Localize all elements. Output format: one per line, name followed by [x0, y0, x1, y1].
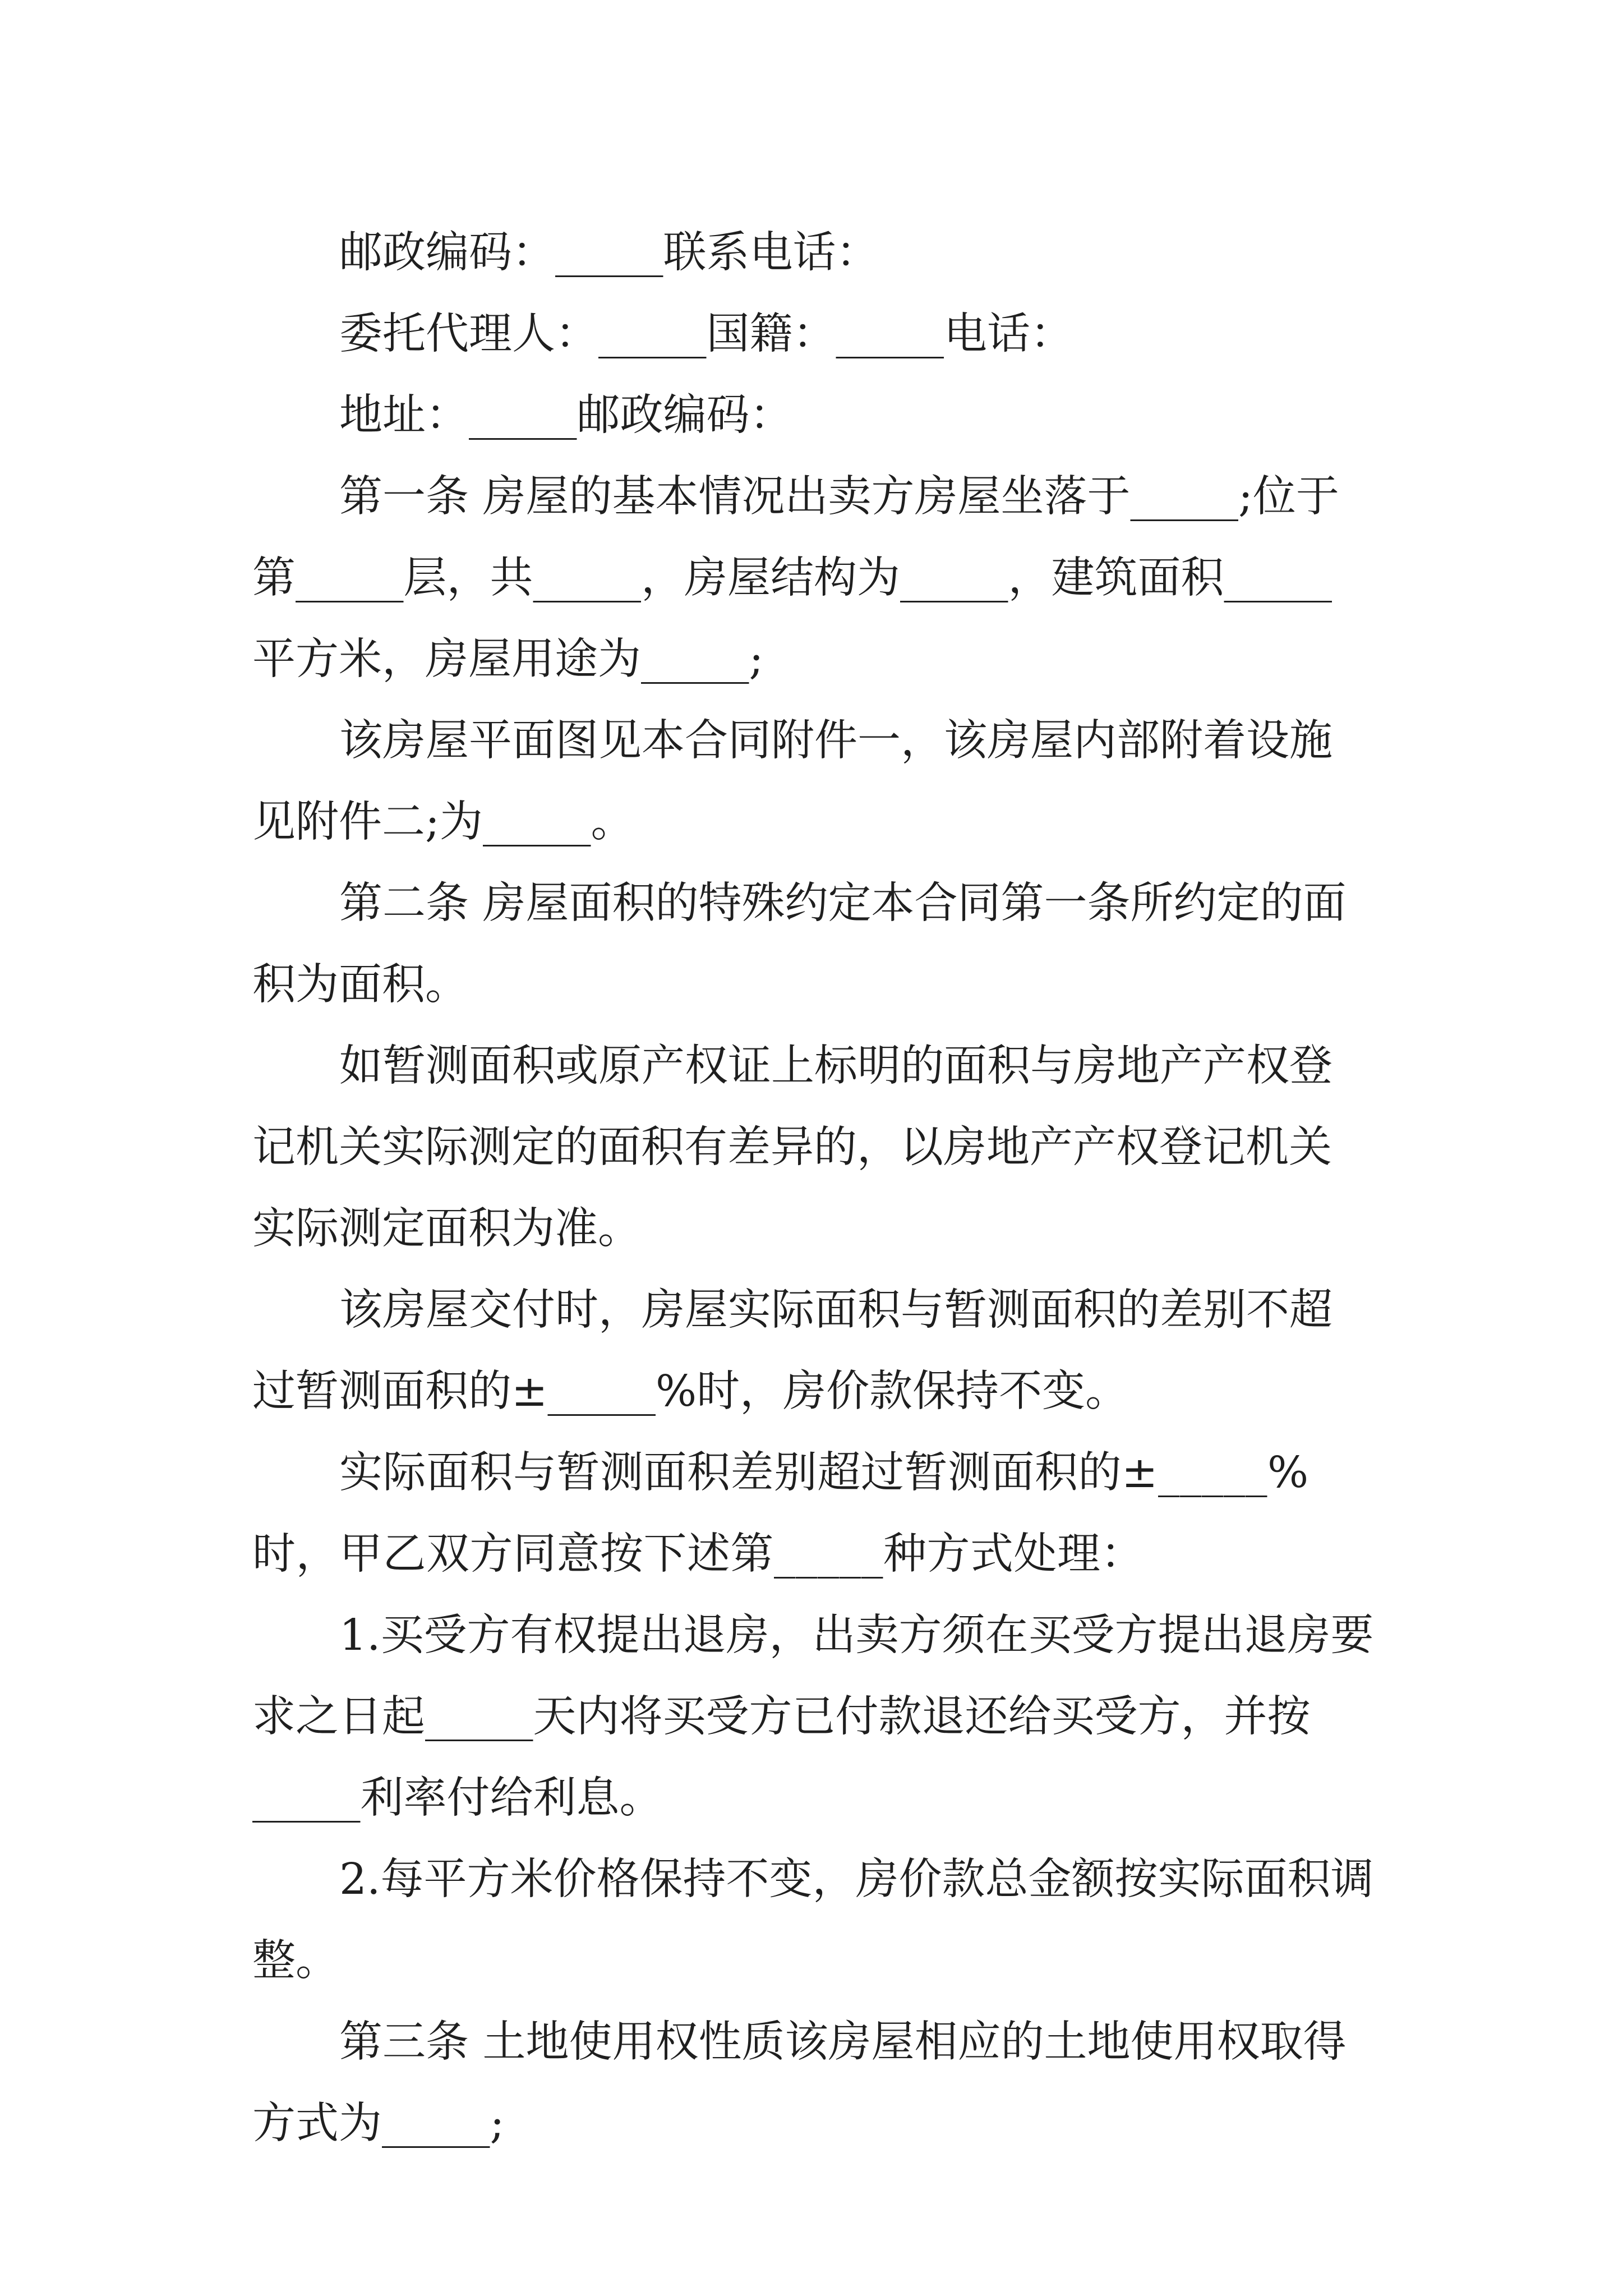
document-body — [252, 212, 1374, 2164]
article-2-paragraph: 第二条 房屋面积的特殊约定本合同第一条所约定的面积为面积。 — [252, 878, 1347, 1010]
article-1-paragraph: 第一条 房屋的基本情况出卖方房屋坐落于_____;位于第_____层，共_____，房屋结构为_____，建筑面积_____平方米，房屋用途为_____; — [252, 472, 1339, 684]
article-3-paragraph: 第三条 土地使用权性质该房屋相应的土地使用权取得方式为_____; — [252, 2017, 1347, 2148]
postal-code-phone-line: 邮政编码：_____联系电话： — [339, 228, 879, 278]
address-postal-code-line: 地址：_____邮政编码： — [339, 390, 793, 440]
option-1-paragraph: 1.买受方有权提出退房，出卖方须在买受方提出退房要求之日起_____天内将买受方已付款退还给买受方，并按_____利率付给利息。 — [252, 1611, 1374, 1823]
option-2-paragraph: 2.每平方米价格保持不变，房价款总金额按实际面积调整。 — [252, 1855, 1374, 1986]
agent-nationality-phone-line: 委托代理人：_____国籍：_____电话： — [339, 309, 1073, 359]
article-1-attachment-paragraph: 该房屋平面图见本合同附件一，该房屋内部附着设施见附件二;为_____。 — [252, 716, 1332, 847]
area-difference-paragraph: 如暂测面积或原产权证上标明的面积与房地产产权登记机关实际测定的面积有差异的，以房地产产权登记机关实际测定面积为准。 — [252, 1041, 1332, 1254]
price-unchanged-paragraph: 该房屋交付时，房屋实际面积与暂测面积的差别不超过暂测面积的±_____%时，房价款保持不变。 — [252, 1285, 1332, 1416]
excess-difference-paragraph: 实际面积与暂测面积差别超过暂测面积的±_____%时，甲乙双方同意按下述第_____种方式处理： — [252, 1448, 1309, 1579]
